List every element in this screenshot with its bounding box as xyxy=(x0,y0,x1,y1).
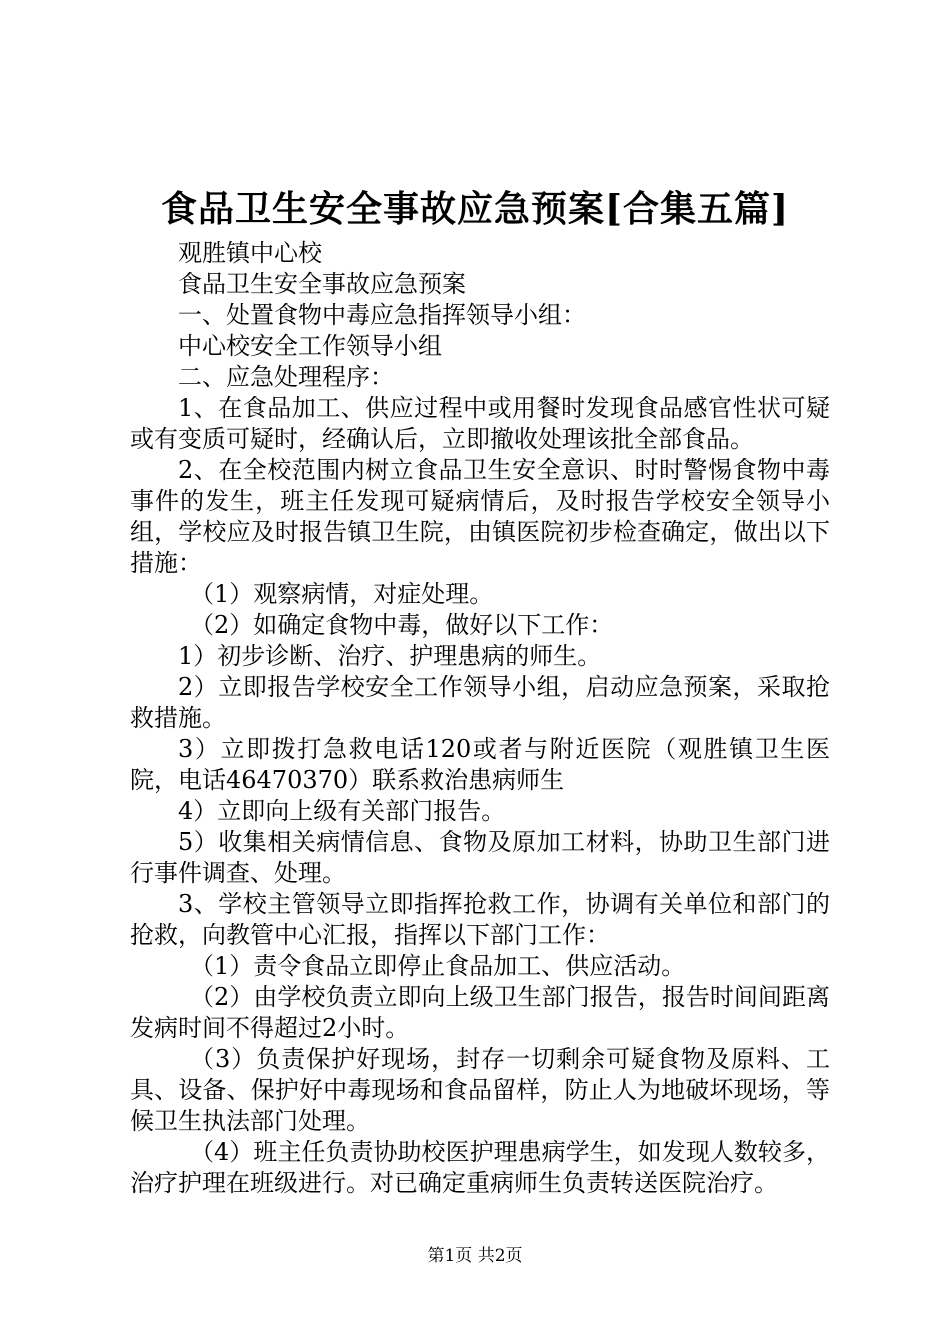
paragraph: 3、学校主管领导立即指挥抢救工作，协调有关单位和部门的抢救，向教管中心汇报，指挥以下部门工作： xyxy=(130,890,830,949)
paragraph: （3）负责保护好现场，封存一切剩余可疑食物及原料、工具、设备、保护好中毒现场和食品留样，防止人为地破坏现场，等候卫生执法部门处理。 xyxy=(130,1045,830,1135)
paragraph: 二、应急处理程序： xyxy=(178,363,394,391)
paragraph: 1）初步诊断、治疗、护理患病的师生。 xyxy=(178,642,602,670)
page-footer: 第1页 共2页 xyxy=(427,1246,523,1266)
paragraph: 1、在食品加工、供应过程中或用餐时发现食品感官性状可疑或有变质可疑时，经确认后，立即撤收处理该批全部食品。 xyxy=(130,394,830,453)
paragraph: 4）立即向上级有关部门报告。 xyxy=(178,797,506,825)
paragraph: （1）责令食品立即停止食品加工、供应活动。 xyxy=(190,952,686,980)
paragraph: 2、在全校范围内树立食品卫生安全意识、时时警惕食物中毒事件的发生，班主任发现可疑病情后，及时报告学校安全领导小组，学校应及时报告镇卫生院，由镇医院初步检查确定，做出以下措施： xyxy=(130,456,830,577)
paragraph: 5）收集相关病情信息、食物及原加工材料，协助卫生部门进行事件调查、处理。 xyxy=(130,828,830,887)
paragraph: 3）立即拨打急救电话120或者与附近医院（观胜镇卫生医院，电话46470370）联系救治患病师生 xyxy=(130,735,830,794)
paragraph: 中心校安全工作领导小组 xyxy=(178,332,442,360)
document-title: 食品卫生安全事故应急预案[合集五篇] xyxy=(160,188,790,230)
paragraph: 一、处置食物中毒应急指挥领导小组： xyxy=(178,301,586,329)
paragraph: 食品卫生安全事故应急预案 xyxy=(178,270,466,298)
document-body xyxy=(130,238,830,1199)
paragraph: （1）观察病情，对症处理。 xyxy=(190,580,494,608)
paragraph: （2）如确定食物中毒，做好以下工作： xyxy=(190,611,614,639)
paragraph: 2）立即报告学校安全工作领导小组，启动应急预案，采取抢救措施。 xyxy=(130,673,830,732)
paragraph: （4）班主任负责协助校医护理患病学生，如发现人数较多，治疗护理在班级进行。对已确定重病师生负责转送医院治疗。 xyxy=(130,1138,830,1197)
paragraph: 观胜镇中心校 xyxy=(178,239,322,267)
paragraph: （2）由学校负责立即向上级卫生部门报告，报告时间间距离发病时间不得超过2小时。 xyxy=(130,983,830,1042)
